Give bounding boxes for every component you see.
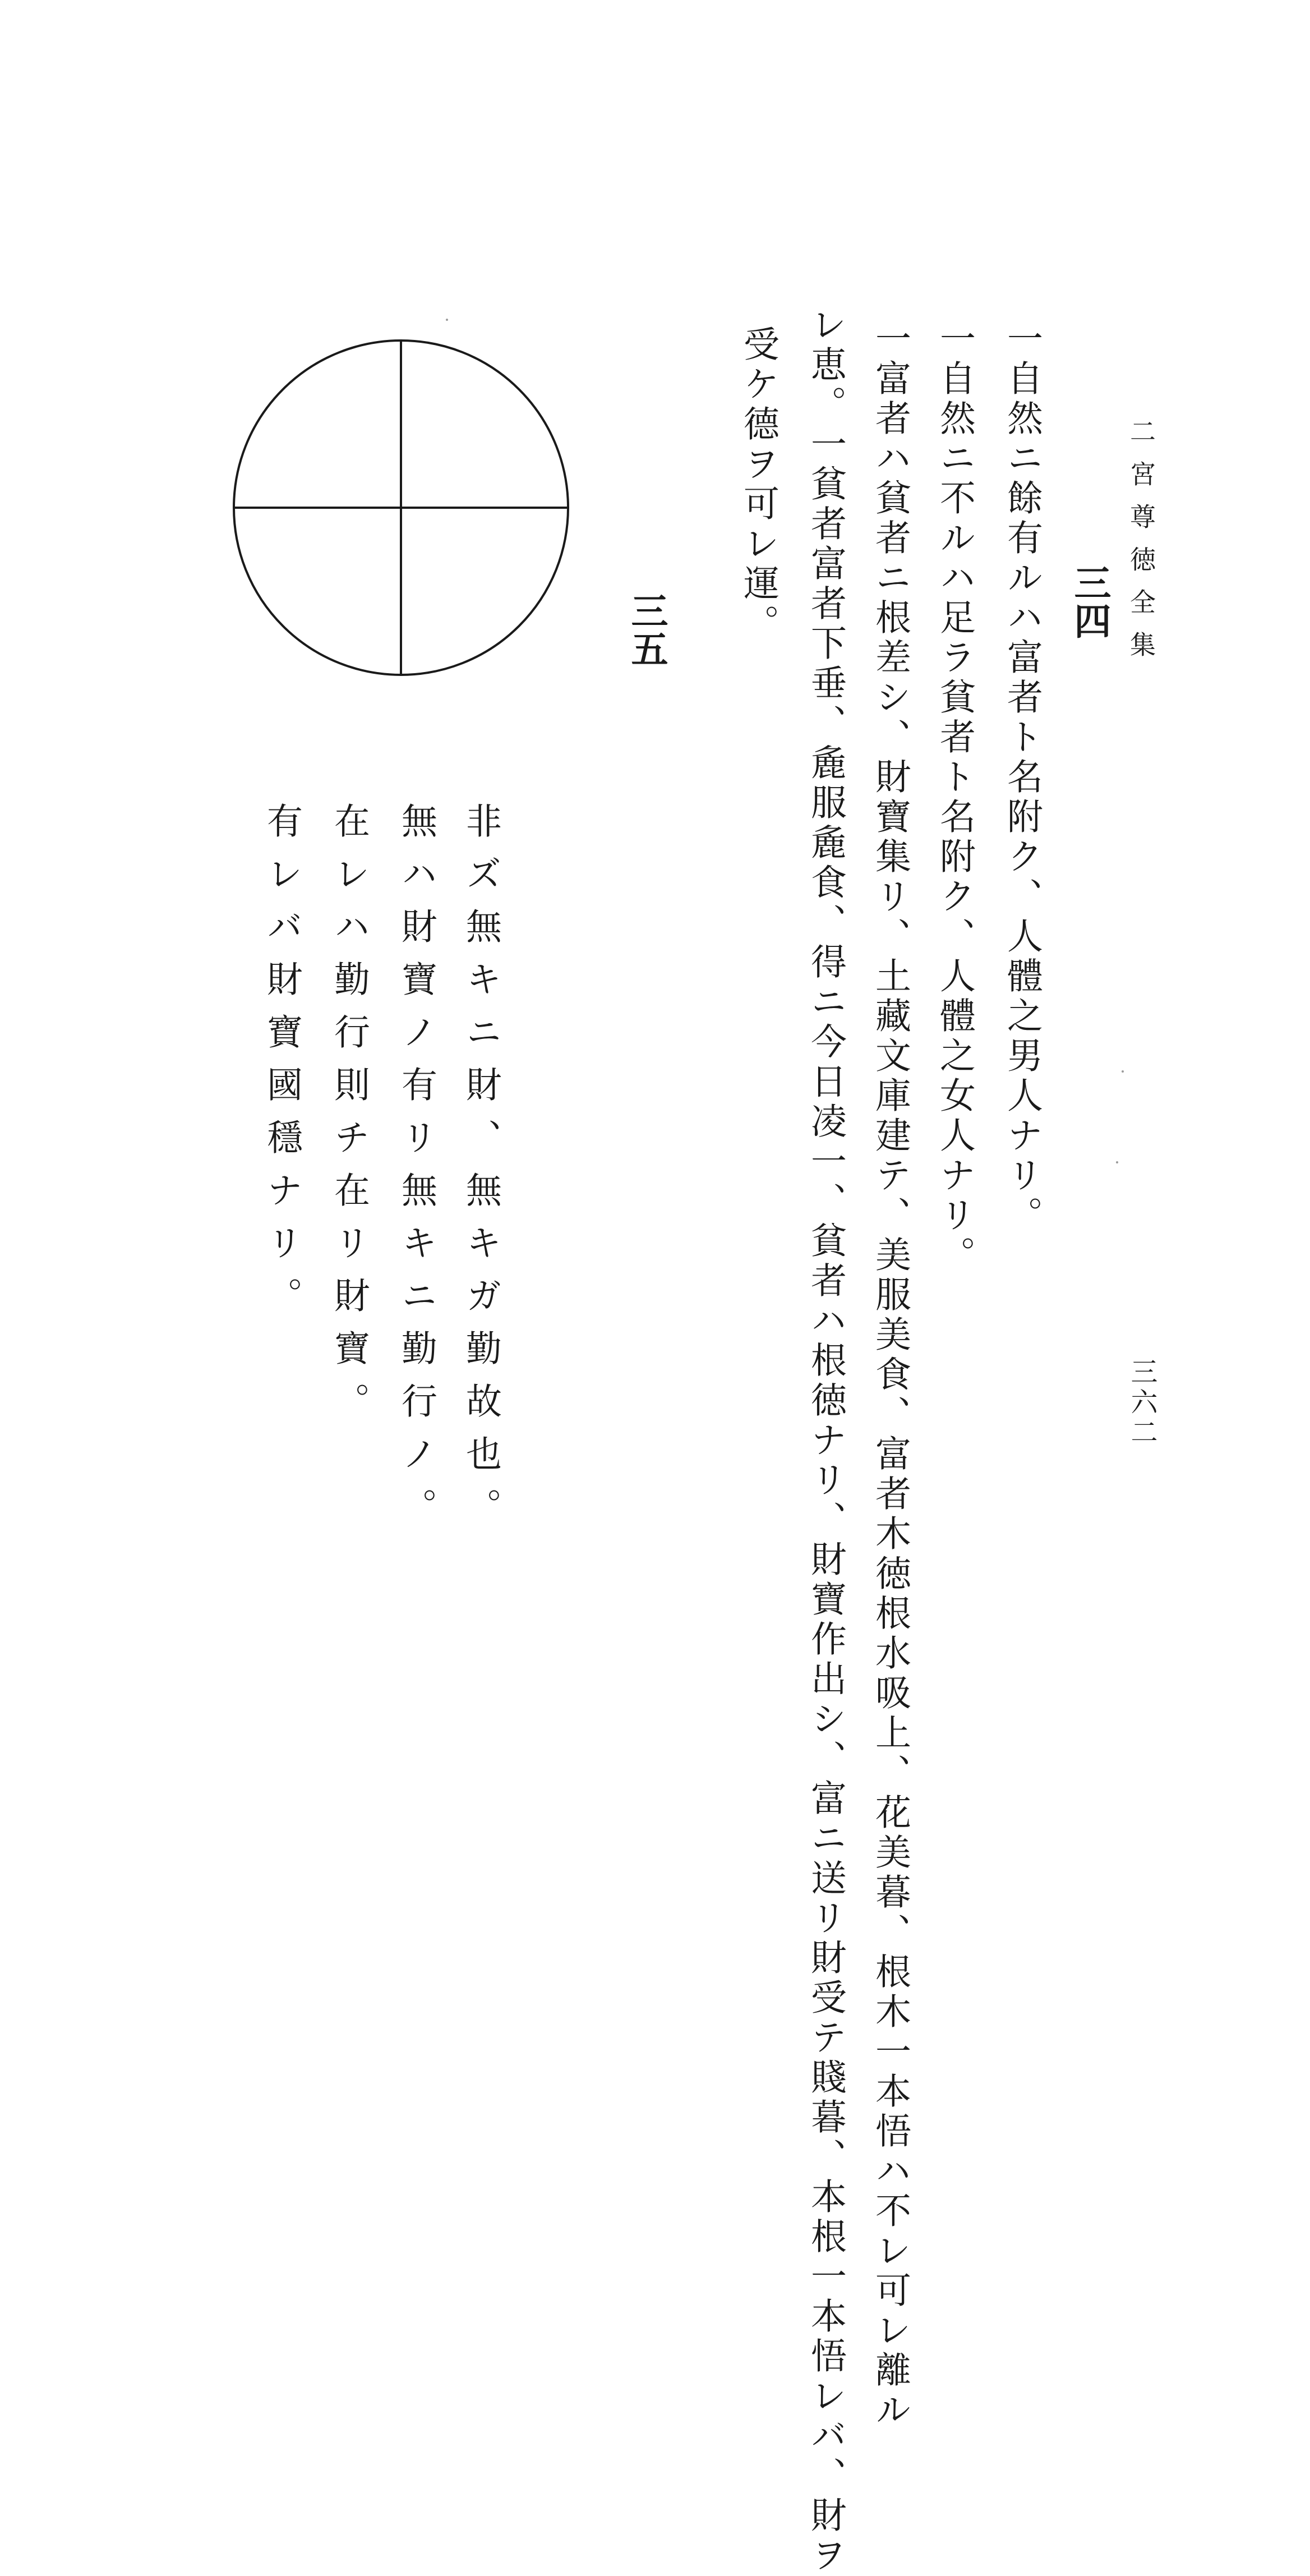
section-35-line-1: 非ズ無キニ財、無キガ勤故也。: [460, 802, 501, 1540]
section-34-line-3: 一富者ハ貧者ニ根差シ、財寶集リ、土藏文庫建テ、美服美食、富者木徳根水吸上、花美暮、根木一本悟ハ不レ可レ離ル: [869, 320, 911, 2431]
section-35-line-3: 在レハ勤行則チ在リ財寶。: [328, 802, 370, 1435]
page-number: 三六二: [1126, 1358, 1157, 1448]
quartered-circle-diagram: [227, 334, 575, 682]
section-34-line-1: 一自然ニ餘有ルハ富者ト名附ク、人體之男人ナリ。: [1001, 320, 1043, 1236]
running-header-title: 二宮尊徳全集: [1126, 418, 1156, 674]
section-34-line-2: 一自然ニ不ルハ足ラ貧者ト名附ク、人體之女人ナリ。: [934, 320, 975, 1276]
section-35-line-2: 無ハ財寶ノ有リ無キニ勤行ノ。: [395, 802, 437, 1540]
section-number-35: 三五: [625, 592, 668, 668]
section-35-line-4: 有レバ財寶國穩ナリ。: [261, 802, 302, 1330]
print-speck: [1116, 1161, 1118, 1163]
print-speck: [1122, 1070, 1124, 1073]
section-34-line-4: レ恵。一貧者富者下垂、麁服麁食、得ニ今日凌一、貧者ハ根徳ナリ、財寶作出シ、富ニ送リ財受テ賤暮、本根一本悟レバ、財ヲ: [805, 306, 846, 2576]
print-speck: [446, 319, 448, 321]
section-34-line-5: 受ケ德ヲ可レ運。: [737, 325, 779, 644]
section-number-34: 三四: [1068, 564, 1111, 640]
